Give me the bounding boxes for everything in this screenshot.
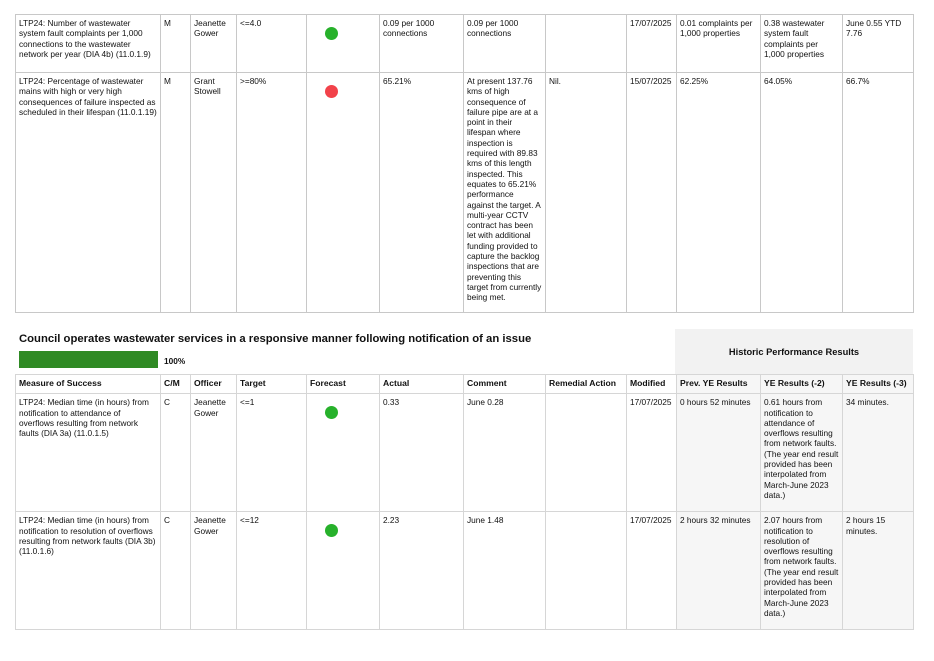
column-header-prev-ye: Prev. YE Results: [677, 375, 761, 394]
modified-cell: 17/07/2025: [627, 15, 677, 73]
column-header-target: Target: [237, 375, 307, 394]
forecast-cell: [307, 512, 380, 630]
ye3-cell: 66.7%: [843, 73, 914, 313]
ye2-cell: 2.07 hours from notification to resolution of overflows resulting from network faults. (The year end result provided has been interpolated from March-June 2023 data.): [761, 512, 843, 630]
table-row: [16, 394, 914, 512]
remedial-cell: [546, 512, 627, 630]
actual-cell: 2.23: [380, 512, 464, 630]
forecast-cell: [307, 15, 380, 73]
remedial-cell: Nil.: [546, 73, 627, 313]
section-title: Council operates wastewater services in a responsive manner following notification of an issue: [19, 333, 532, 345]
officer-cell: Jeanette Gower: [191, 15, 237, 73]
forecast-cell: [307, 73, 380, 313]
progress-bar: [19, 351, 158, 368]
modified-cell: 17/07/2025: [627, 512, 677, 630]
prev-ye-cell: 62.25%: [677, 73, 761, 313]
progress-percent-label: 100%: [164, 356, 186, 366]
forecast-status-icon: [325, 406, 338, 419]
forecast-status-icon: [325, 85, 338, 98]
measures-table: [15, 374, 914, 630]
column-header-forecast: Forecast: [307, 375, 380, 394]
remedial-cell: [546, 394, 627, 512]
table-row: [16, 73, 914, 313]
measure-cell: LTP24: Percentage of wastewater mains with high or very high consequences of failure inspected as scheduled in their lifespan (11.0.1.19): [16, 73, 161, 313]
target-cell: <=12: [237, 512, 307, 630]
officer-cell: Jeanette Gower: [191, 512, 237, 630]
prev-ye-cell: 0.01 complaints per 1,000 properties: [677, 15, 761, 73]
column-header-ye2: YE Results (-2): [761, 375, 843, 394]
cm-cell: C: [161, 512, 191, 630]
table-row: [16, 15, 914, 73]
cm-cell: M: [161, 73, 191, 313]
modified-cell: 15/07/2025: [627, 73, 677, 313]
measure-cell: LTP24: Median time (in hours) from notification to resolution of overflows resulting from network faults (DIA 3b) (11.0.1.6): [16, 512, 161, 630]
column-header-officer: Officer: [191, 375, 237, 394]
actual-cell: 0.33: [380, 394, 464, 512]
ye2-cell: 0.61 hours from notification to attendance of overflows resulting from network faults. (The year end result provided has been interpolated from March-June 2023 data.): [761, 394, 843, 512]
column-header-cm: C/M: [161, 375, 191, 394]
column-header-remedial: Remedial Action: [546, 375, 627, 394]
comment-cell: At present 137.76 kms of high consequence of failure pipe are at a point in their lifespan where inspection is required with 89.83 kms of this length inspected. This equates to 65.21% performance against the target. A multi-year CCTV contract has been let with additional funding provided to capture the backlog inspections that are preventing this target from currently being met.: [464, 73, 546, 313]
target-cell: >=80%: [237, 73, 307, 313]
column-header-modified: Modified: [627, 375, 677, 394]
cm-cell: C: [161, 394, 191, 512]
officer-cell: Grant Stowell: [191, 73, 237, 313]
ye3-cell: 2 hours 15 minutes.: [843, 512, 914, 630]
target-cell: <=4.0: [237, 15, 307, 73]
target-cell: <=1: [237, 394, 307, 512]
column-header-ye3: YE Results (-3): [843, 375, 914, 394]
ye3-cell: June 0.55 YTD 7.76: [843, 15, 914, 73]
officer-cell: Jeanette Gower: [191, 394, 237, 512]
cm-cell: M: [161, 15, 191, 73]
modified-cell: 17/07/2025: [627, 394, 677, 512]
remedial-cell: [546, 15, 627, 73]
prev-ye-cell: 0 hours 52 minutes: [677, 394, 761, 512]
column-header-actual: Actual: [380, 375, 464, 394]
forecast-status-icon: [325, 524, 338, 537]
historic-performance-header: Historic Performance Results: [675, 329, 913, 374]
ye3-cell: 34 minutes.: [843, 394, 914, 512]
column-header-comment: Comment: [464, 375, 546, 394]
forecast-status-icon: [325, 27, 338, 40]
comment-cell: June 0.28: [464, 394, 546, 512]
previous-measures-table: [15, 14, 914, 313]
actual-cell: 0.09 per 1000 connections: [380, 15, 464, 73]
ye2-cell: 64.05%: [761, 73, 843, 313]
table-row: [16, 512, 914, 630]
progress-bar-fill: [19, 351, 158, 368]
table-header-row: [16, 375, 914, 394]
forecast-cell: [307, 394, 380, 512]
measure-cell: LTP24: Median time (in hours) from notification to attendance of overflows resulting from network faults (DIA 3a) (11.0.1.5): [16, 394, 161, 512]
measure-cell: LTP24: Number of wastewater system fault complaints per 1,000 connections to the wastewater network per year (DIA 4b) (11.0.1.9): [16, 15, 161, 73]
column-header-measure: Measure of Success: [16, 375, 161, 394]
actual-cell: 65.21%: [380, 73, 464, 313]
prev-ye-cell: 2 hours 32 minutes: [677, 512, 761, 630]
comment-cell: June 1.48: [464, 512, 546, 630]
ye2-cell: 0.38 wastewater system fault complaints per 1,000 properties: [761, 15, 843, 73]
comment-cell: 0.09 per 1000 connections: [464, 15, 546, 73]
